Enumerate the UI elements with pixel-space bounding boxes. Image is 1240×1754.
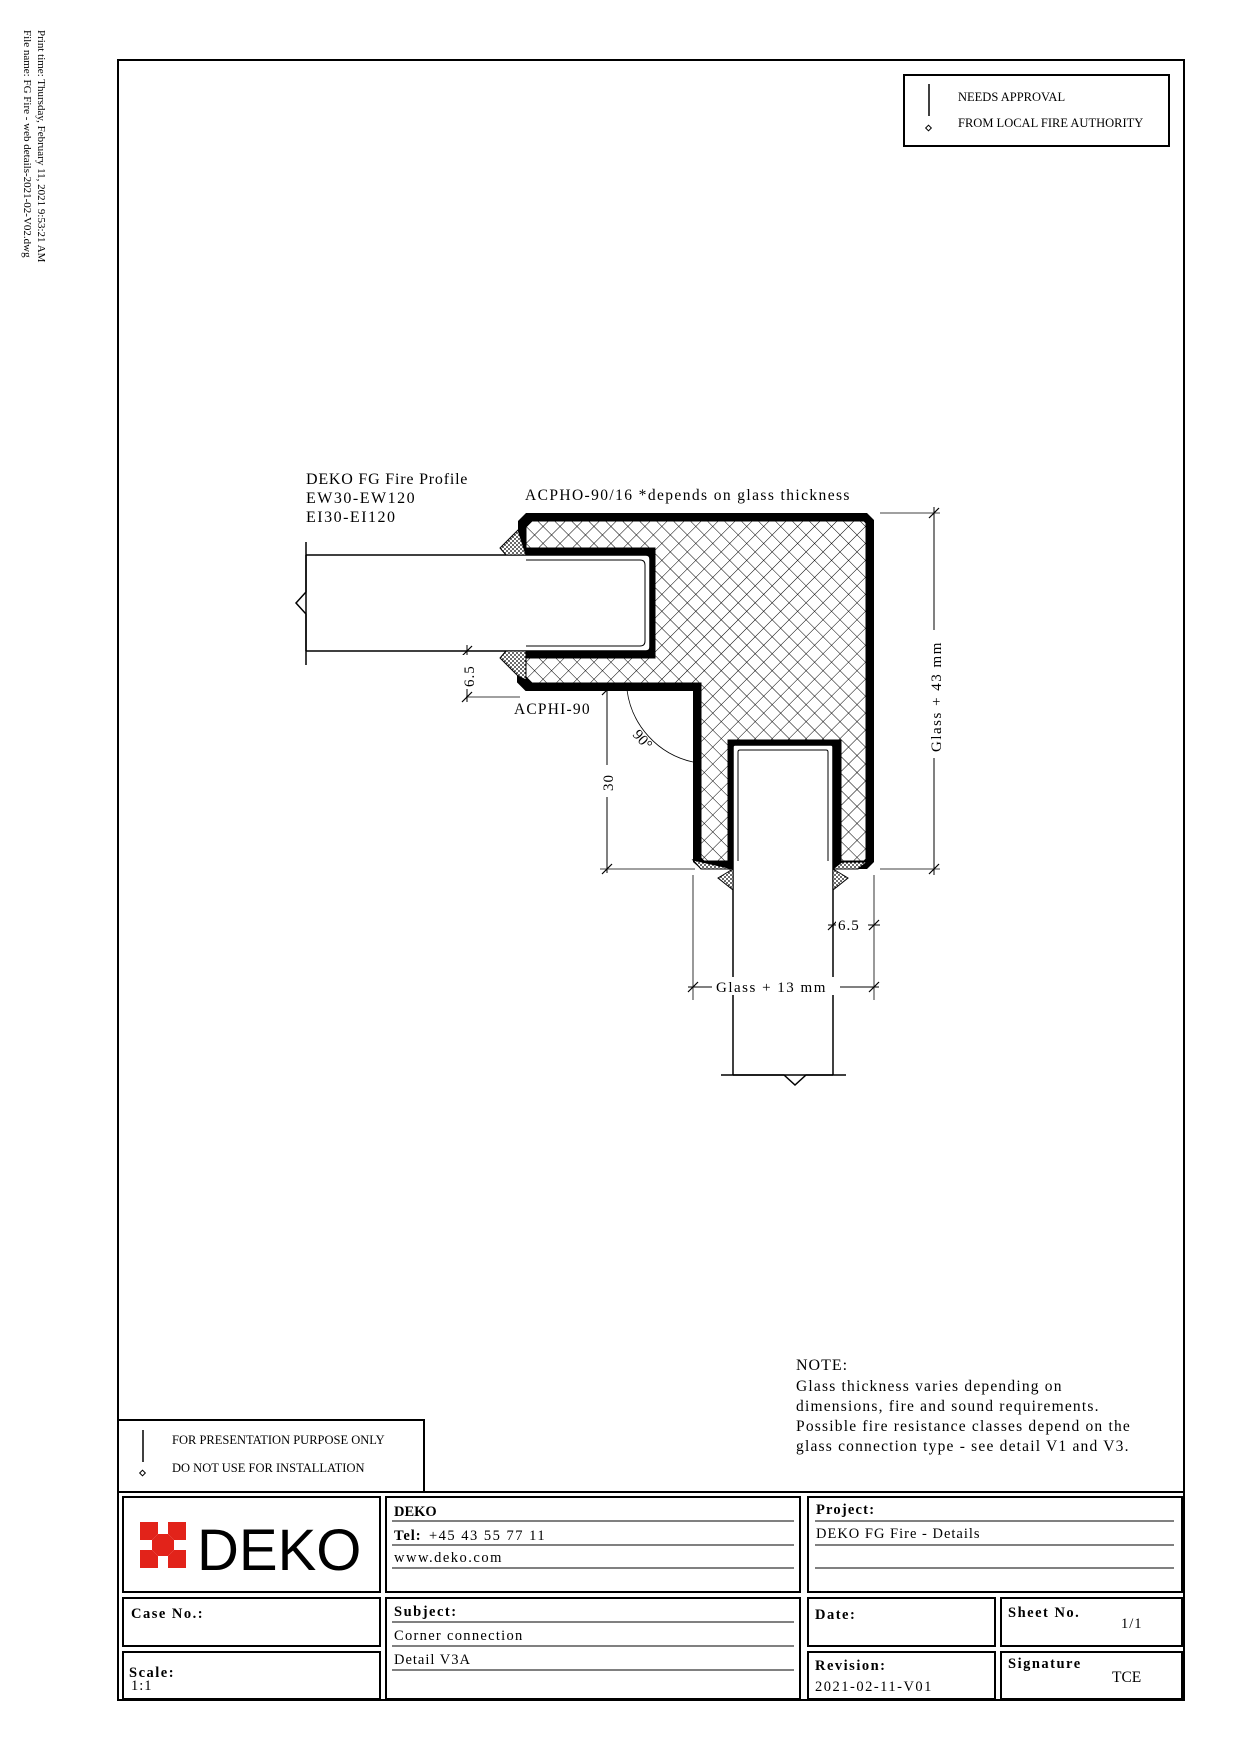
dim-glass-43-text: Glass + 43 mm (929, 641, 945, 752)
gasket-inner-left (500, 651, 526, 680)
note-title: NOTE: (796, 1357, 849, 1374)
title-block (118, 1492, 1184, 1699)
warning-bottom-line2: DO NOT USE FOR INSTALLATION (172, 1461, 365, 1475)
scale-value: 1:1 (131, 1678, 153, 1694)
profile-label-line3: EI30-EI120 (306, 509, 397, 526)
project-label: Project: (816, 1502, 876, 1518)
note-line-4: glass connection type - see detail V1 and V3. (796, 1438, 1130, 1455)
sheet-label: Sheet No. (1008, 1605, 1081, 1621)
dim-glass-13-text: Glass + 13 mm (716, 980, 827, 996)
angle-label: 90° (629, 726, 655, 754)
note-block (796, 1357, 1131, 1455)
dim-30-text: 30 (601, 774, 617, 791)
warning-box-top (904, 75, 1169, 146)
profile-label-line2: EW30-EW120 (306, 490, 417, 507)
note-line-2: dimensions, fire and sound requirements. (796, 1398, 1100, 1415)
print-time-text: Print time: Thursday, February 11, 2021 9:53:21 AM (35, 30, 47, 263)
project-value: DEKO FG Fire - Details (816, 1526, 981, 1542)
logo-text: DEKO (197, 1518, 362, 1583)
revision-label: Revision: (815, 1658, 887, 1674)
deko-logo (140, 1518, 361, 1583)
case-no-label: Case No.: (131, 1606, 205, 1622)
file-name-text: File name: FG Fire - web details-2021-02-V02.dwg (21, 30, 33, 258)
dim-6-5-right-text: 6.5 (838, 918, 860, 934)
profile-label-line1: DEKO FG Fire Profile (306, 471, 469, 488)
web-link[interactable]: www.deko.com (394, 1550, 503, 1566)
date-label: Date: (815, 1607, 857, 1623)
dim-30 (598, 685, 695, 874)
note-line-3: Possible fire resistance classes depend on the (796, 1418, 1131, 1435)
signature-label: Signature (1008, 1656, 1082, 1672)
company-name: DEKO (394, 1504, 437, 1520)
warning-top-line2: FROM LOCAL FIRE AUTHORITY (958, 116, 1144, 130)
dim-6-5-left-text: 6.5 (462, 665, 478, 687)
dim-glass-43 (880, 507, 945, 875)
sheet-value: 1/1 (1121, 1616, 1143, 1632)
warning-bottom-line1: FOR PRESENTATION PURPOSE ONLY (172, 1433, 385, 1447)
note-line-1: Glass thickness varies depending on (796, 1378, 1063, 1395)
scale-label: Scale: (129, 1665, 176, 1681)
revision-value: 2021-02-11-V01 (815, 1679, 933, 1695)
tel-value: +45 43 55 77 11 (429, 1528, 547, 1544)
subject-line1: Corner connection (394, 1628, 524, 1644)
subject-label: Subject: (394, 1604, 458, 1620)
warning-box-bottom (118, 1420, 424, 1492)
subject-line2: Detail V3A (394, 1652, 471, 1668)
inner-gasket-label: ACPHI-90 (514, 701, 591, 718)
tel-label: Tel: (394, 1528, 422, 1544)
signature-value: TCE (1112, 1669, 1142, 1686)
outer-gasket-label: ACPHO-90/16 *depends on glass thickness (525, 487, 851, 504)
glass-pane-vertical (718, 745, 848, 1085)
warning-top-line1: NEEDS APPROVAL (958, 90, 1066, 104)
angle-arc (627, 690, 693, 762)
